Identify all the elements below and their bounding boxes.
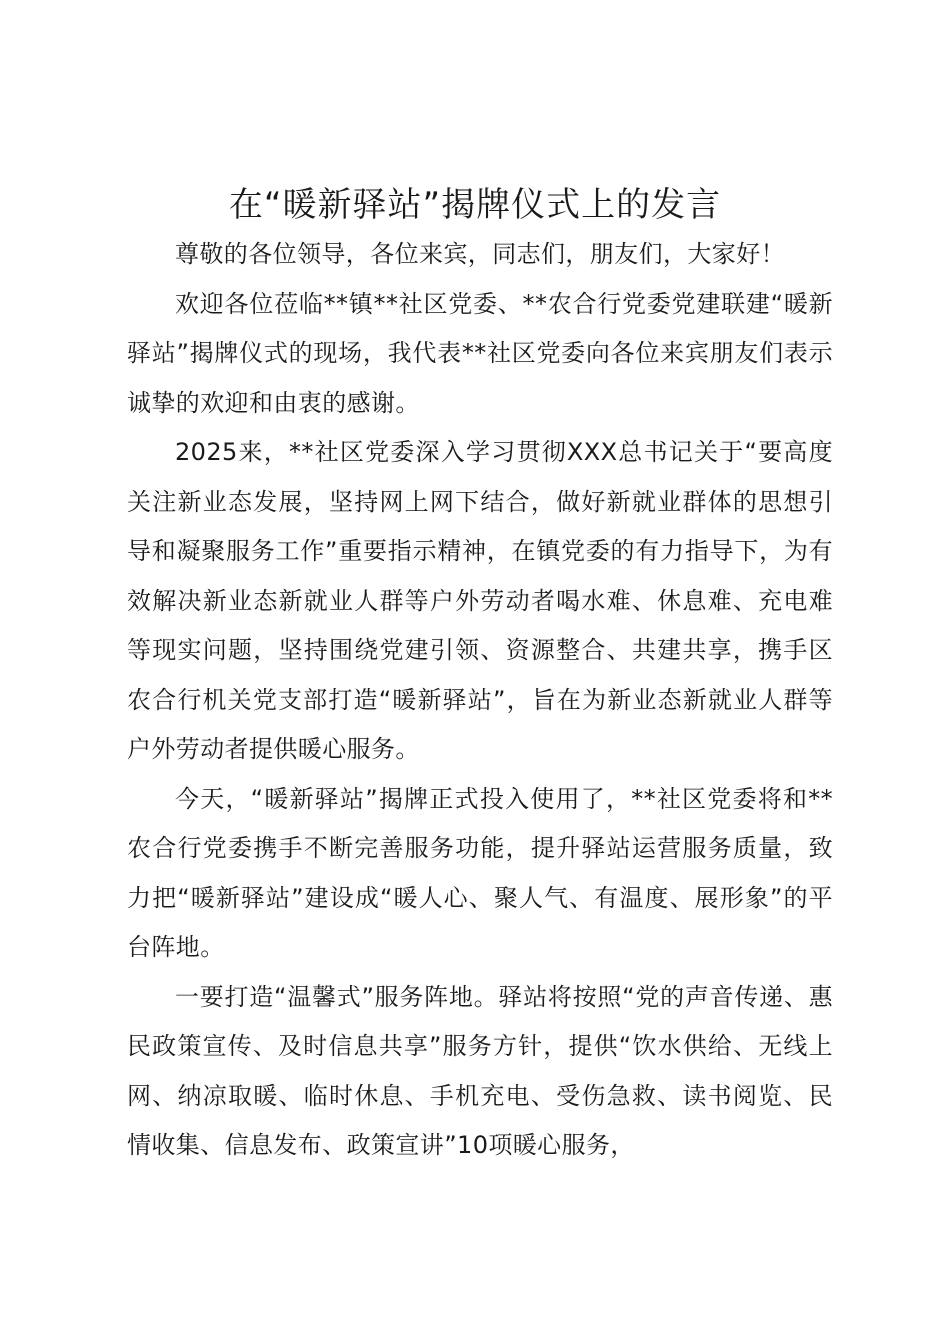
paragraph-greeting: 尊敬的各位领导，各位来宾，同志们，朋友们，大家好！: [175, 240, 785, 268]
paragraph-welcome: 欢迎各位莅临**镇**社区党委、**农合行党委党建联建“暖新驿站”揭牌仪式的现场，我代表**社区党委向各位来宾朋友们表示诚挚的欢迎和由衷的感谢。: [127, 289, 833, 417]
paragraph-background: 2025来，**社区党委深入学习贯彻XXX总书记关于“要高度关注新业态发展，坚持网上网下结合，做好新就业群体的思想引导和凝聚服务工作”重要指示精神，在镇党委的有力指导下，为有效解决新业态新就业人群等户外劳动者喝水难、休息难、充电难等现实问题，坚持围绕党建引领、资源整合、共建共享，携手区农合行机关党支部打造“暖新驿站”，旨在为新业态新就业人群等户外劳动者提供暖心服务。: [127, 438, 833, 763]
paragraph-first-point: 一要打造“温馨式”服务阵地。驿站将按照“党的声音传递、惠民政策宣传、及时信息共享”服务方针，提供“饮水供给、无线上网、纳凉取暖、临时休息、手机充电、受伤急救、读书阅览、民情收集、信息发布、政策宣讲”10项暖心服务，: [127, 982, 833, 1159]
paragraph-today: 今天，“暖新驿站”揭牌正式投入使用了，**社区党委将和**农合行党委携手不断完善服务功能，提升驿站运营服务质量，致力把“暖新驿站”建设成“暖人心、聚人气、有温度、展形象”的平台阵地。: [127, 784, 833, 961]
document-title: 在“暖新驿站”揭牌仪式上的发言: [228, 185, 722, 225]
document-body: [127, 230, 833, 1171]
